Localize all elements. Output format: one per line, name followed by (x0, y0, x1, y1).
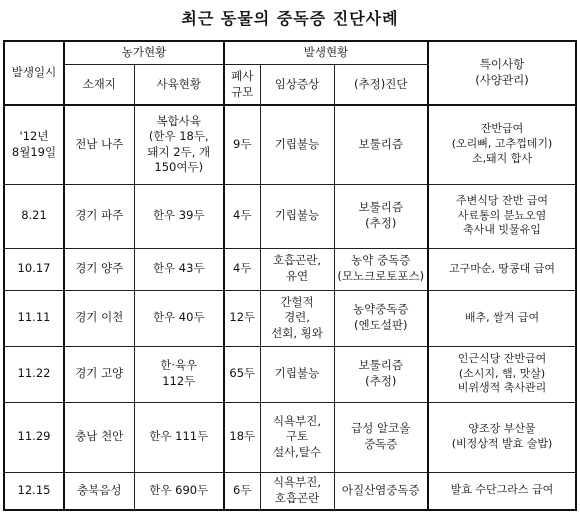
cell-herd: 한우 40두 (134, 290, 224, 346)
cell-diagnosis: 보툴리즘 (추정) (334, 184, 428, 248)
table-row (4, 105, 576, 184)
cell-location: 충북음성 (64, 472, 134, 510)
cell-herd: 한우 43두 (134, 248, 224, 290)
header-notes: 특이사항 (사양관리) (428, 41, 576, 105)
cell-diagnosis: 농약 중독증 (모노크로토포스) (334, 248, 428, 290)
cell-location: 경기 양주 (64, 248, 134, 290)
cell-herd: 한우 690두 (134, 472, 224, 510)
cell-diagnosis: 아질산염중독증 (334, 472, 428, 510)
cell-date: 12.15 (4, 472, 64, 510)
cell-date: 10.17 (4, 248, 64, 290)
cell-date: 11.11 (4, 290, 64, 346)
cell-date: 11.22 (4, 346, 64, 402)
page-title: 최근 동물의 중독증 진단사례 (181, 9, 399, 28)
header-date: 발생일시 (4, 41, 64, 105)
cell-diagnosis: 급성 알코올 중독증 (334, 402, 428, 472)
cell-symptoms: 호흡곤란, 유연 (260, 248, 334, 290)
cell-deaths: 6두 (224, 472, 260, 510)
table-row (4, 472, 576, 510)
cell-notes: 양조장 부산물 (비정상적 발효 술밥) (428, 402, 576, 472)
cell-notes: 주변식당 잔반 급여 사료통의 분뇨오염 축사내 빗물유입 (428, 184, 576, 248)
cell-notes: 잔반급여 (오리뼈, 고추껍데기) 소,돼지 합사 (428, 105, 576, 184)
cell-notes: 인근식당 잔반급여 (소시지, 햄, 맛살) 비위생적 축사관리 (428, 346, 576, 402)
cell-date: 11.29 (4, 402, 64, 472)
cell-notes: 발효 수단그라스 급여 (428, 472, 576, 510)
cell-deaths: 12두 (224, 290, 260, 346)
cell-symptoms: 기립불능 (260, 105, 334, 184)
cell-deaths: 4두 (224, 184, 260, 248)
cell-symptoms: 기립불능 (260, 184, 334, 248)
cell-herd: 한우 111두 (134, 402, 224, 472)
table-row (4, 346, 576, 402)
cell-deaths: 9두 (224, 105, 260, 184)
cell-symptoms: 식욕부진, 호흡곤란 (260, 472, 334, 510)
cell-diagnosis: 농약중독증 (엔도설판) (334, 290, 428, 346)
cell-deaths: 4두 (224, 248, 260, 290)
header-symptoms: 임상증상 (260, 65, 334, 106)
cell-date: 8.21 (4, 184, 64, 248)
cell-diagnosis: 보툴리즘 (334, 105, 428, 184)
table-row (4, 184, 576, 248)
table-row (4, 248, 576, 290)
cell-herd: 복합사육 (한우 18두, 돼지 2두, 개 150여두) (134, 105, 224, 184)
cell-location: 충남 천안 (64, 402, 134, 472)
poisoning-cases-table (3, 40, 577, 511)
header-outbreak-group: 발생현황 (224, 41, 428, 65)
header-farm-group: 농가현황 (64, 41, 224, 65)
header-location: 소재지 (64, 65, 134, 106)
cell-location: 전남 나주 (64, 105, 134, 184)
cell-date: '12년 8월19일 (4, 105, 64, 184)
cell-symptoms: 기립불능 (260, 346, 334, 402)
header-deaths: 폐사 규모 (224, 65, 260, 106)
cell-location: 경기 고양 (64, 346, 134, 402)
header-herd: 사육현황 (134, 65, 224, 106)
cell-notes: 배추, 쌀겨 급여 (428, 290, 576, 346)
table-row (4, 290, 576, 346)
cell-location: 경기 파주 (64, 184, 134, 248)
cell-notes: 고구마순, 땅콩대 급여 (428, 248, 576, 290)
cell-herd: 한우 39두 (134, 184, 224, 248)
cell-deaths: 65두 (224, 346, 260, 402)
header-diagnosis: (추정)진단 (334, 65, 428, 106)
cell-diagnosis: 보툴리즘 (추정) (334, 346, 428, 402)
cell-deaths: 18두 (224, 402, 260, 472)
cell-herd: 한·육우 112두 (134, 346, 224, 402)
cell-location: 경기 이천 (64, 290, 134, 346)
cell-symptoms: 식욕부진, 구토 설사,탈수 (260, 402, 334, 472)
table-row (4, 402, 576, 472)
cell-symptoms: 간헐적 경련, 선회, 횡와 (260, 290, 334, 346)
